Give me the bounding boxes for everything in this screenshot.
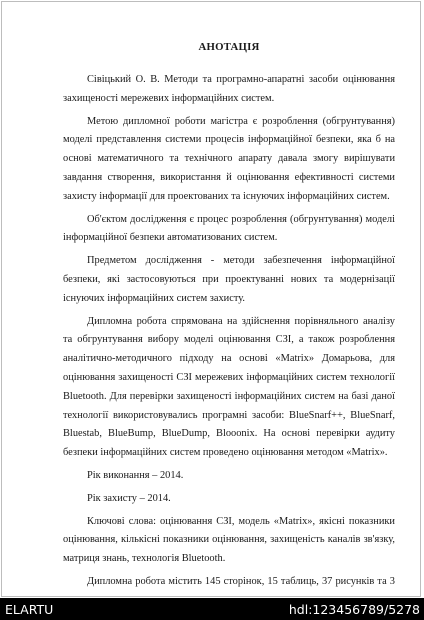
paragraph-goal: Метою дипломної роботи магістра є розроблення (обгрунтування) моделі представлення системи процесів інформаційної безпеки, яка б на основі математичного та технічного апарату давала змогу вирішувати завдання створення, використання й оцінювання ефективності системи захисту інформації для проектованих та існуючих інформаційних систем. — [63, 115, 395, 202]
paragraph-author-title: Сівіцький О. В. Методи та програмно-апаратні засоби оцінювання захищеності мережевих інформаційних систем. — [63, 74, 395, 104]
page-content — [63, 38, 395, 615]
handle-identifier: hdl:123456789/5278 — [288, 602, 420, 617]
paragraph-year-completed: Рік виконання – 2014. — [87, 469, 184, 481]
paragraph-description: Дипломна робота спрямована на здійснення порівняльного аналізу та обгрунтування вибору моделі оцінювання СЗІ, а також розроблення аналітично-методичного підходу на основі «Matrix» Домарьова, для оцінювання захищеності СЗІ мережевих інформаційних систем технології Bluetooth. Для перевірки захищеності інформаційних систем на базі даної технології використовувались програмні засоби: BlueSnarf++, BlueSnarf, Bluestab, BlueBump, BlueDump, Blooonix. На основі перевірки аудиту безпеки інформаційних систем проведено оцінювання методом «Matrix». — [63, 315, 395, 459]
repository-footer-bar — [0, 598, 424, 620]
paragraph-keywords: Ключові слова: оцінювання СЗІ, модель «Matrix», якісні показники оцінювання, кількісні показники оцінювання, захищеність каналів зв'язку, матриця знань, технологія Bluetooth. — [63, 515, 395, 565]
paragraph-summary-counts: Дипломна робота містить 145 сторінок, 15 таблиць, 37 рисунків та 3 — [87, 575, 395, 587]
page-title: АНОТАЦІЯ — [198, 41, 260, 53]
paragraph-object: Об'єктом дослідження є процес розроблення (обгрунтування) моделі інформаційної безпеки автоматизованих систем. — [63, 213, 395, 244]
document-page — [1, 1, 421, 597]
paragraph-subject: Предметом дослідження - методи забезпечення інформаційної безпеки, які застосовуються при проектуванні нових та модернізації існуючих інформаційних систем захисту. — [63, 255, 395, 304]
paragraph-year-defended: Рік захисту – 2014. — [87, 492, 171, 504]
repository-name: ELARTU — [5, 602, 54, 617]
